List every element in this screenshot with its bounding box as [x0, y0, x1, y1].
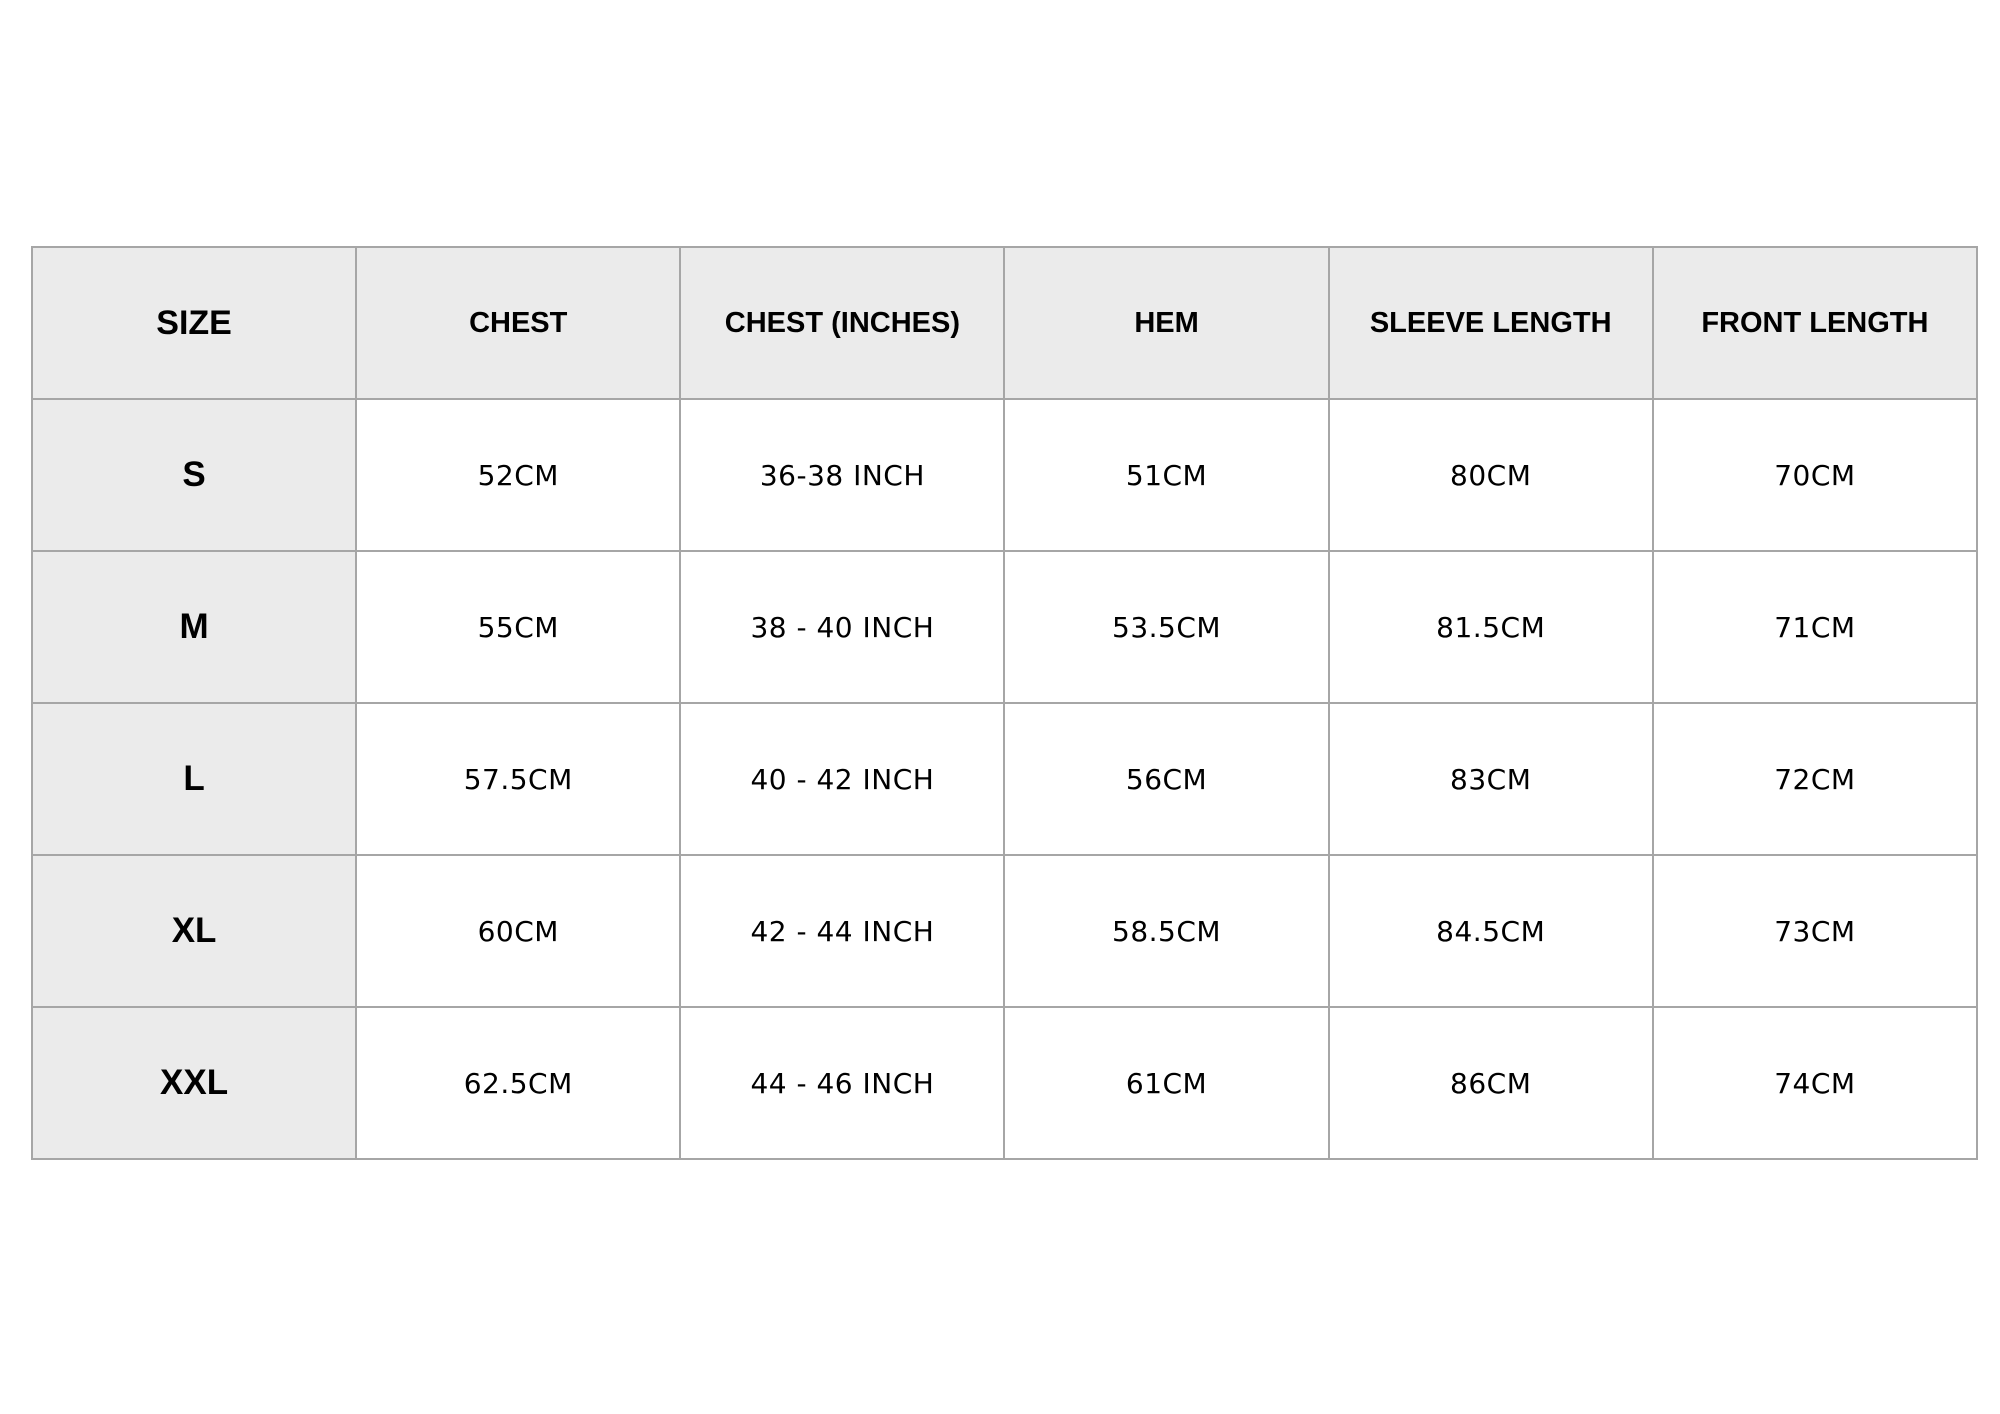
- chest-inches-cell: 36-38 INCH: [680, 399, 1004, 551]
- sleeve-length-cell: 86CM: [1329, 1007, 1653, 1159]
- hem-cell: 58.5CM: [1004, 855, 1328, 1007]
- front-length-cell: 71CM: [1653, 551, 1977, 703]
- header-front-length: FRONT LENGTH: [1653, 247, 1977, 399]
- hem-cell: 51CM: [1004, 399, 1328, 551]
- header-hem: HEM: [1004, 247, 1328, 399]
- chest-cell: 57.5CM: [356, 703, 680, 855]
- size-label: M: [32, 551, 356, 703]
- front-length-cell: 74CM: [1653, 1007, 1977, 1159]
- chest-cell: 60CM: [356, 855, 680, 1007]
- front-length-cell: 70CM: [1653, 399, 1977, 551]
- chest-inches-cell: 40 - 42 INCH: [680, 703, 1004, 855]
- header-chest: CHEST: [356, 247, 680, 399]
- size-chart-table: [31, 246, 1978, 1160]
- front-length-cell: 73CM: [1653, 855, 1977, 1007]
- sleeve-length-cell: 84.5CM: [1329, 855, 1653, 1007]
- size-label: S: [32, 399, 356, 551]
- header-chest-inches: CHEST (INCHES): [680, 247, 1004, 399]
- table-row: [32, 703, 1977, 855]
- table-row: [32, 1007, 1977, 1159]
- header-row: [32, 247, 1977, 399]
- table-row: [32, 855, 1977, 1007]
- chest-cell: 62.5CM: [356, 1007, 680, 1159]
- chest-cell: 52CM: [356, 399, 680, 551]
- sleeve-length-cell: 81.5CM: [1329, 551, 1653, 703]
- hem-cell: 56CM: [1004, 703, 1328, 855]
- chest-inches-cell: 42 - 44 INCH: [680, 855, 1004, 1007]
- size-label: L: [32, 703, 356, 855]
- chest-inches-cell: 44 - 46 INCH: [680, 1007, 1004, 1159]
- header-sleeve-length: SLEEVE LENGTH: [1329, 247, 1653, 399]
- chest-cell: 55CM: [356, 551, 680, 703]
- size-label: XL: [32, 855, 356, 1007]
- table-row: [32, 551, 1977, 703]
- size-chart-body: [32, 399, 1977, 1159]
- chest-inches-cell: 38 - 40 INCH: [680, 551, 1004, 703]
- sleeve-length-cell: 83CM: [1329, 703, 1653, 855]
- size-chart-header: [32, 247, 1977, 399]
- hem-cell: 61CM: [1004, 1007, 1328, 1159]
- sleeve-length-cell: 80CM: [1329, 399, 1653, 551]
- hem-cell: 53.5CM: [1004, 551, 1328, 703]
- size-label: XXL: [32, 1007, 356, 1159]
- header-size: SIZE: [32, 247, 356, 399]
- table-row: [32, 399, 1977, 551]
- front-length-cell: 72CM: [1653, 703, 1977, 855]
